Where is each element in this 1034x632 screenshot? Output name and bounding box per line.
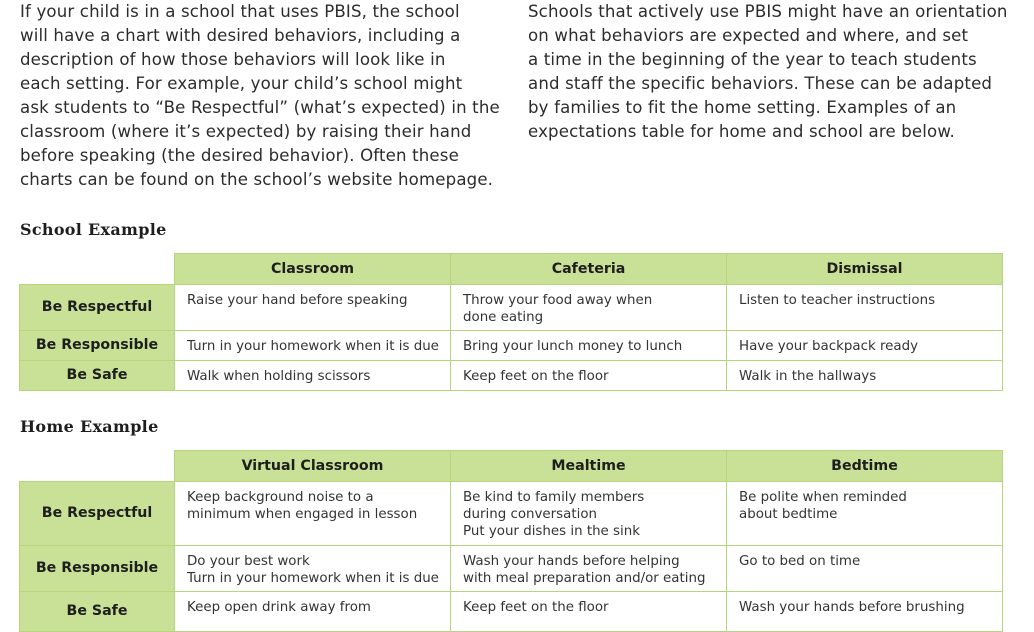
- table-cell: [175, 331, 451, 361]
- column-header: Cafeteria: [451, 254, 727, 285]
- cell-line: Be polite when reminded: [739, 490, 907, 505]
- row-header: Be Responsible: [20, 546, 175, 592]
- paragraph-line: description of how those behaviors will look like in: [20, 50, 446, 69]
- table-cell: [175, 361, 451, 391]
- table-cell: [727, 482, 1003, 546]
- cell-line: Turn in your homework when it is due: [187, 571, 439, 586]
- paragraph-line: expectations table for home and school are below.: [528, 122, 955, 141]
- cell-line: Keep feet on the floor: [463, 600, 609, 615]
- cell-line: Be kind to family members: [463, 490, 645, 505]
- cell-line: Turn in your homework when it is due: [187, 339, 439, 354]
- cell-line: with meal preparation and/or eating: [463, 571, 706, 586]
- cell-line: Raise your hand before speaking: [187, 293, 408, 308]
- paragraph-line: ask students to “Be Respectful” (what’s expected) in the: [20, 98, 500, 117]
- cell-line: Listen to teacher instructions: [739, 293, 936, 308]
- cell-line: during conversation: [463, 507, 597, 522]
- table-corner: [20, 254, 175, 285]
- column-header: Classroom: [175, 254, 451, 285]
- table-cell: [727, 546, 1003, 592]
- table-cell: [727, 285, 1003, 331]
- cell-line: Put your dishes in the sink: [463, 524, 640, 539]
- table-cell: [727, 592, 1003, 632]
- table-cell: [451, 546, 727, 592]
- school-example-title: School Example: [20, 220, 167, 239]
- cell-line: minimum when engaged in lesson: [187, 507, 418, 522]
- home-expectations-table: [19, 450, 1003, 632]
- cell-line: done eating: [463, 310, 544, 325]
- cell-line: Do your best work: [187, 554, 310, 569]
- table-row: [20, 592, 1003, 632]
- table-row: [20, 482, 1003, 546]
- table-row: [20, 285, 1003, 331]
- column-header: Mealtime: [451, 451, 727, 482]
- cell-line: Wash your hands before brushing: [739, 600, 965, 615]
- paragraph-line: classroom (where it’s expected) by raising their hand: [20, 122, 472, 141]
- paragraph-line: will have a chart with desired behaviors, including a: [20, 26, 461, 45]
- table-cell: [175, 592, 451, 632]
- paragraph-line: and staff the specific behaviors. These can be adapted: [528, 74, 993, 93]
- table-corner: [20, 451, 175, 482]
- row-header: Be Safe: [20, 361, 175, 391]
- table-cell: [175, 285, 451, 331]
- table-header-row: [20, 254, 1003, 285]
- home-example-title: Home Example: [20, 417, 159, 436]
- paragraph-line: Schools that actively use PBIS might have an orientation: [528, 2, 1008, 21]
- paragraph-line: on what behaviors are expected and where, and set: [528, 26, 969, 45]
- column-header: Dismissal: [727, 254, 1003, 285]
- cell-line: Have your backpack ready: [739, 339, 919, 354]
- table-row: [20, 331, 1003, 361]
- cell-line: Keep open drink away from: [187, 600, 371, 615]
- cell-line: Keep background noise to a: [187, 490, 374, 505]
- cell-line: about bedtime: [739, 507, 838, 522]
- table-cell: [451, 592, 727, 632]
- row-header: Be Responsible: [20, 331, 175, 361]
- row-header: Be Safe: [20, 592, 175, 632]
- row-header: Be Respectful: [20, 285, 175, 331]
- column-header: Bedtime: [727, 451, 1003, 482]
- paragraph-line: If your child is in a school that uses PBIS, the school: [20, 2, 460, 21]
- cell-line: Walk in the hallways: [739, 369, 877, 384]
- column-header: Virtual Classroom: [175, 451, 451, 482]
- school-expectations-table: [19, 253, 1003, 391]
- cell-line: Bring your lunch money to lunch: [463, 339, 683, 354]
- cell-line: Go to bed on time: [739, 554, 861, 569]
- table-header-row: [20, 451, 1003, 482]
- cell-line: Walk when holding scissors: [187, 369, 371, 384]
- table-cell: [451, 285, 727, 331]
- table-cell: [451, 361, 727, 391]
- paragraph-line: charts can be found on the school’s website homepage.: [20, 170, 494, 189]
- cell-line: Keep feet on the floor: [463, 369, 609, 384]
- table-cell: [727, 331, 1003, 361]
- table-cell: [451, 482, 727, 546]
- paragraph-line: each setting. For example, your child’s school might: [20, 74, 463, 93]
- cell-line: Throw your food away when: [463, 293, 653, 308]
- paragraph-line: a time in the beginning of the year to teach students: [528, 50, 977, 69]
- paragraph-line: by families to fit the home setting. Examples of an: [528, 98, 957, 117]
- table-cell: [175, 482, 451, 546]
- table-cell: [175, 546, 451, 592]
- table-cell: [727, 361, 1003, 391]
- paragraph-line: before speaking (the desired behavior). Often these: [20, 146, 459, 165]
- intro-right-column: [528, 0, 1008, 144]
- intro-left-column: [20, 0, 500, 192]
- table-row: [20, 361, 1003, 391]
- table-cell: [451, 331, 727, 361]
- cell-line: Wash your hands before helping: [463, 554, 680, 569]
- table-row: [20, 546, 1003, 592]
- row-header: Be Respectful: [20, 482, 175, 546]
